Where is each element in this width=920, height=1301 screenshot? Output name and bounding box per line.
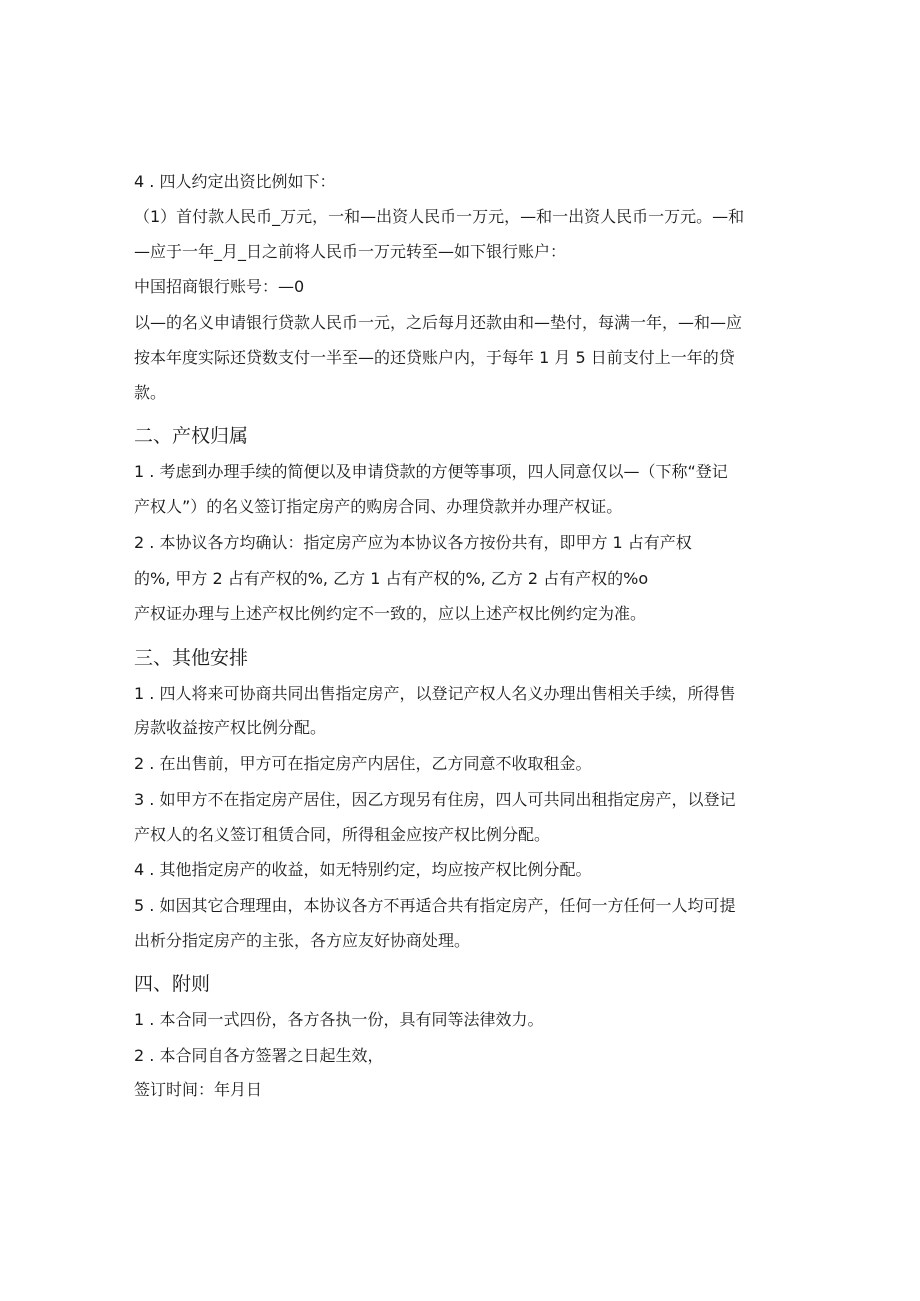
section-heading-supplementary-provisions: 四、附则 xyxy=(134,973,211,995)
section1-item4-para1-line1: （1）首付款人民币_万元，一和—出资人民币一万元，—和一出资人民币一万元。—和 xyxy=(134,207,745,226)
section2-item2-line3: 产权证办理与上述产权比例约定不一致的，应以上述产权比例约定为准。 xyxy=(134,604,647,623)
section3-item3-line1: 3 . 如甲方不在指定房产居住，因乙方现另有住房，四人可共同出租指定房产，以登记 xyxy=(134,790,736,809)
section3-item2: 2 . 在出售前，甲方可在指定房产内居住，乙方同意不收取租金。 xyxy=(134,754,592,773)
section3-item4: 4 . 其他指定房产的收益，如无特别约定，均应按产权比例分配。 xyxy=(134,860,592,879)
section2-item2-line1: 2 . 本协议各方均确认：指定房产应为本协议各方按份共有，即甲方 1 占有产权 xyxy=(134,533,692,552)
section-heading-property-ownership: 二、产权归属 xyxy=(134,425,249,447)
loan-para-line1: 以—的名义申请银行贷款人民币一元，之后每月还款由和—垫付，每满一年，—和—应 xyxy=(134,313,743,332)
section2-item1-line2: 产权人”）的名义签订指定房产的购房合同、办理贷款并办理产权证。 xyxy=(134,497,623,516)
section4-item1: 1 . 本合同一式四份，各方各执一份，具有同等法律效力。 xyxy=(134,1010,544,1029)
loan-para-line3: 款。 xyxy=(134,383,167,402)
section1-item4: 4 . 四人约定出资比例如下： xyxy=(134,172,336,191)
section3-item3-line2: 产权人的名义签订租赁合同，所得租金应按产权比例分配。 xyxy=(134,825,551,844)
section3-item5-line1: 5 . 如因其它合理理由，本协议各方不再适合共有指定房产，任何一方任何一人均可提 xyxy=(134,896,736,915)
section3-item1-line1: 1 . 四人将来可协商共同出售指定房产，以登记产权人名义办理出售相关手续，所得售 xyxy=(134,684,736,703)
section2-item2-line2: 的%, 甲方 2 占有产权的%, 乙方 1 占有产权的%, 乙方 2 占有产权的%o xyxy=(134,569,649,588)
section2-item1-line1: 1 . 考虑到办理手续的简便以及申请贷款的方便等事项，四人同意仅以—（下称“登记 xyxy=(134,462,728,481)
section3-item5-line2: 出析分指定房产的主张，各方应友好协商处理。 xyxy=(134,931,471,950)
bank-account-line: 中国招商银行账号：—0 xyxy=(134,277,305,296)
signing-date-line: 签订时间：年月日 xyxy=(134,1080,263,1099)
section-heading-other-arrangements: 三、其他安排 xyxy=(134,647,249,669)
section4-item2: 2 . 本合同自各方签署之日起生效， xyxy=(134,1046,384,1065)
loan-para-line2: 按本年度实际还贷数支付一半至—的还贷账户内，于每年 1 月 5 日前支付上一年的贷 xyxy=(134,348,735,367)
section1-item4-para1-line2: —应于一年_月_日之前将人民币一万元转至—如下银行账户： xyxy=(134,242,567,261)
section3-item1-line2: 房款收益按产权比例分配。 xyxy=(134,718,327,737)
